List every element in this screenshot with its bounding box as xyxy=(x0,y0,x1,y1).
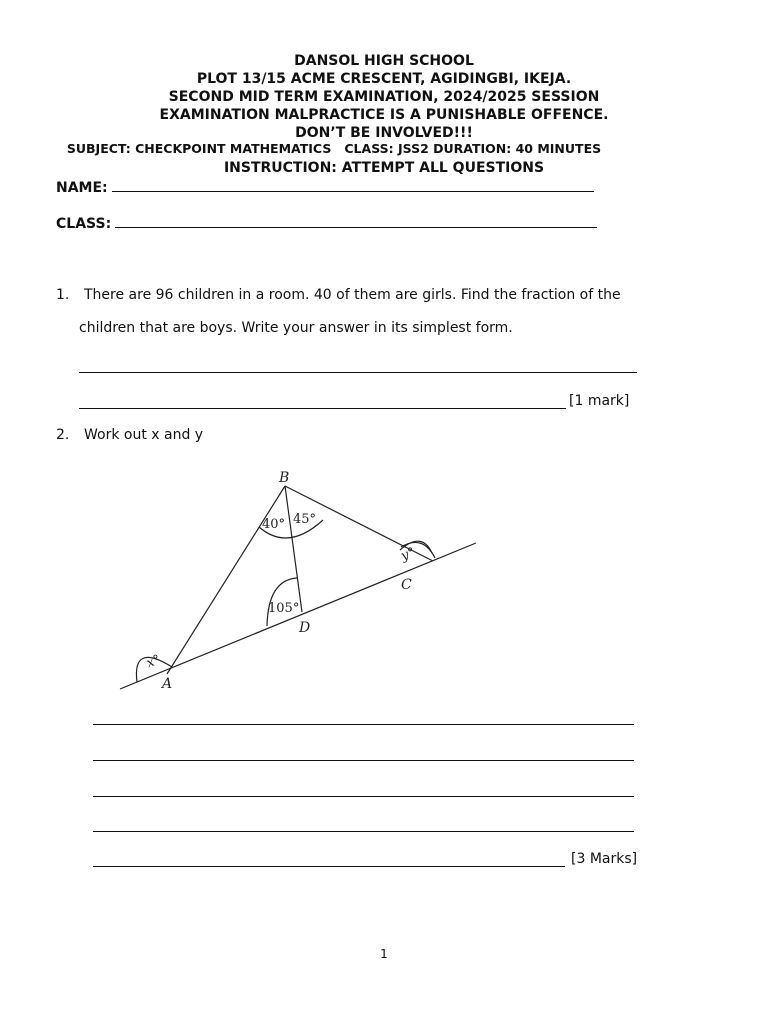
subject-line: SUBJECT: CHECKPOINT MATHEMATICS CLASS: JSS2 DURATION: 40 MINUTES xyxy=(66,141,602,156)
question-1-answer-line[interactable] xyxy=(79,372,637,373)
base-line xyxy=(120,543,476,689)
page-number: 1 xyxy=(380,947,388,961)
question-1-marks: [1 mark] xyxy=(569,393,630,409)
question-1-text-line1: There are 96 children in a room. 40 of them are girls. Find the fraction of the xyxy=(84,287,621,303)
question-2-marks: [3 Marks] xyxy=(571,851,638,867)
malpractice-warning-2: DON’T BE INVOLVED!!! xyxy=(295,125,473,141)
name-input-line[interactable] xyxy=(112,179,594,192)
label-a: A xyxy=(162,676,173,692)
class-field xyxy=(56,215,597,232)
angle-label-45: 45° xyxy=(293,512,317,527)
class-input-line[interactable] xyxy=(115,215,597,228)
question-2-text: Work out x and y xyxy=(84,427,204,443)
class-label: CLASS: xyxy=(56,216,112,232)
question-2-answer-line[interactable] xyxy=(93,760,634,761)
question-1-text-line2: children that are boys. Write your answer in its simplest form. xyxy=(79,320,513,336)
question-2-answer-line[interactable] xyxy=(93,831,634,832)
name-label: NAME: xyxy=(56,180,108,196)
exam-title: SECOND MID TERM EXAMINATION, 2024/2025 SESSION xyxy=(168,89,600,105)
question-2-answer-line[interactable] xyxy=(93,724,634,725)
instruction: INSTRUCTION: ATTEMPT ALL QUESTIONS xyxy=(223,160,545,176)
malpractice-warning: EXAMINATION MALPRACTICE IS A PUNISHABLE OFFENCE. xyxy=(159,107,609,123)
label-c: C xyxy=(401,577,412,593)
angle-label-x: x° xyxy=(144,652,163,672)
triangle-diagram xyxy=(110,462,490,702)
question-2-number: 2. xyxy=(56,427,70,443)
angle-label-y: y° xyxy=(398,544,418,565)
label-b: B xyxy=(279,470,290,486)
segment-bd xyxy=(285,486,302,612)
label-d: D xyxy=(299,620,311,636)
school-address: PLOT 13/15 ACME CRESCENT, AGIDINGBI, IKEJA. xyxy=(196,71,572,87)
name-field xyxy=(56,179,594,196)
question-2-answer-line[interactable] xyxy=(93,796,634,797)
school-name: DANSOL HIGH SCHOOL xyxy=(294,53,474,69)
angle-label-40: 40° xyxy=(262,517,286,532)
question-1-answer-line[interactable] xyxy=(79,408,566,409)
angle-label-105: 105° xyxy=(268,601,300,616)
question-2-answer-line[interactable] xyxy=(93,866,565,867)
question-1-number: 1. xyxy=(56,287,70,303)
